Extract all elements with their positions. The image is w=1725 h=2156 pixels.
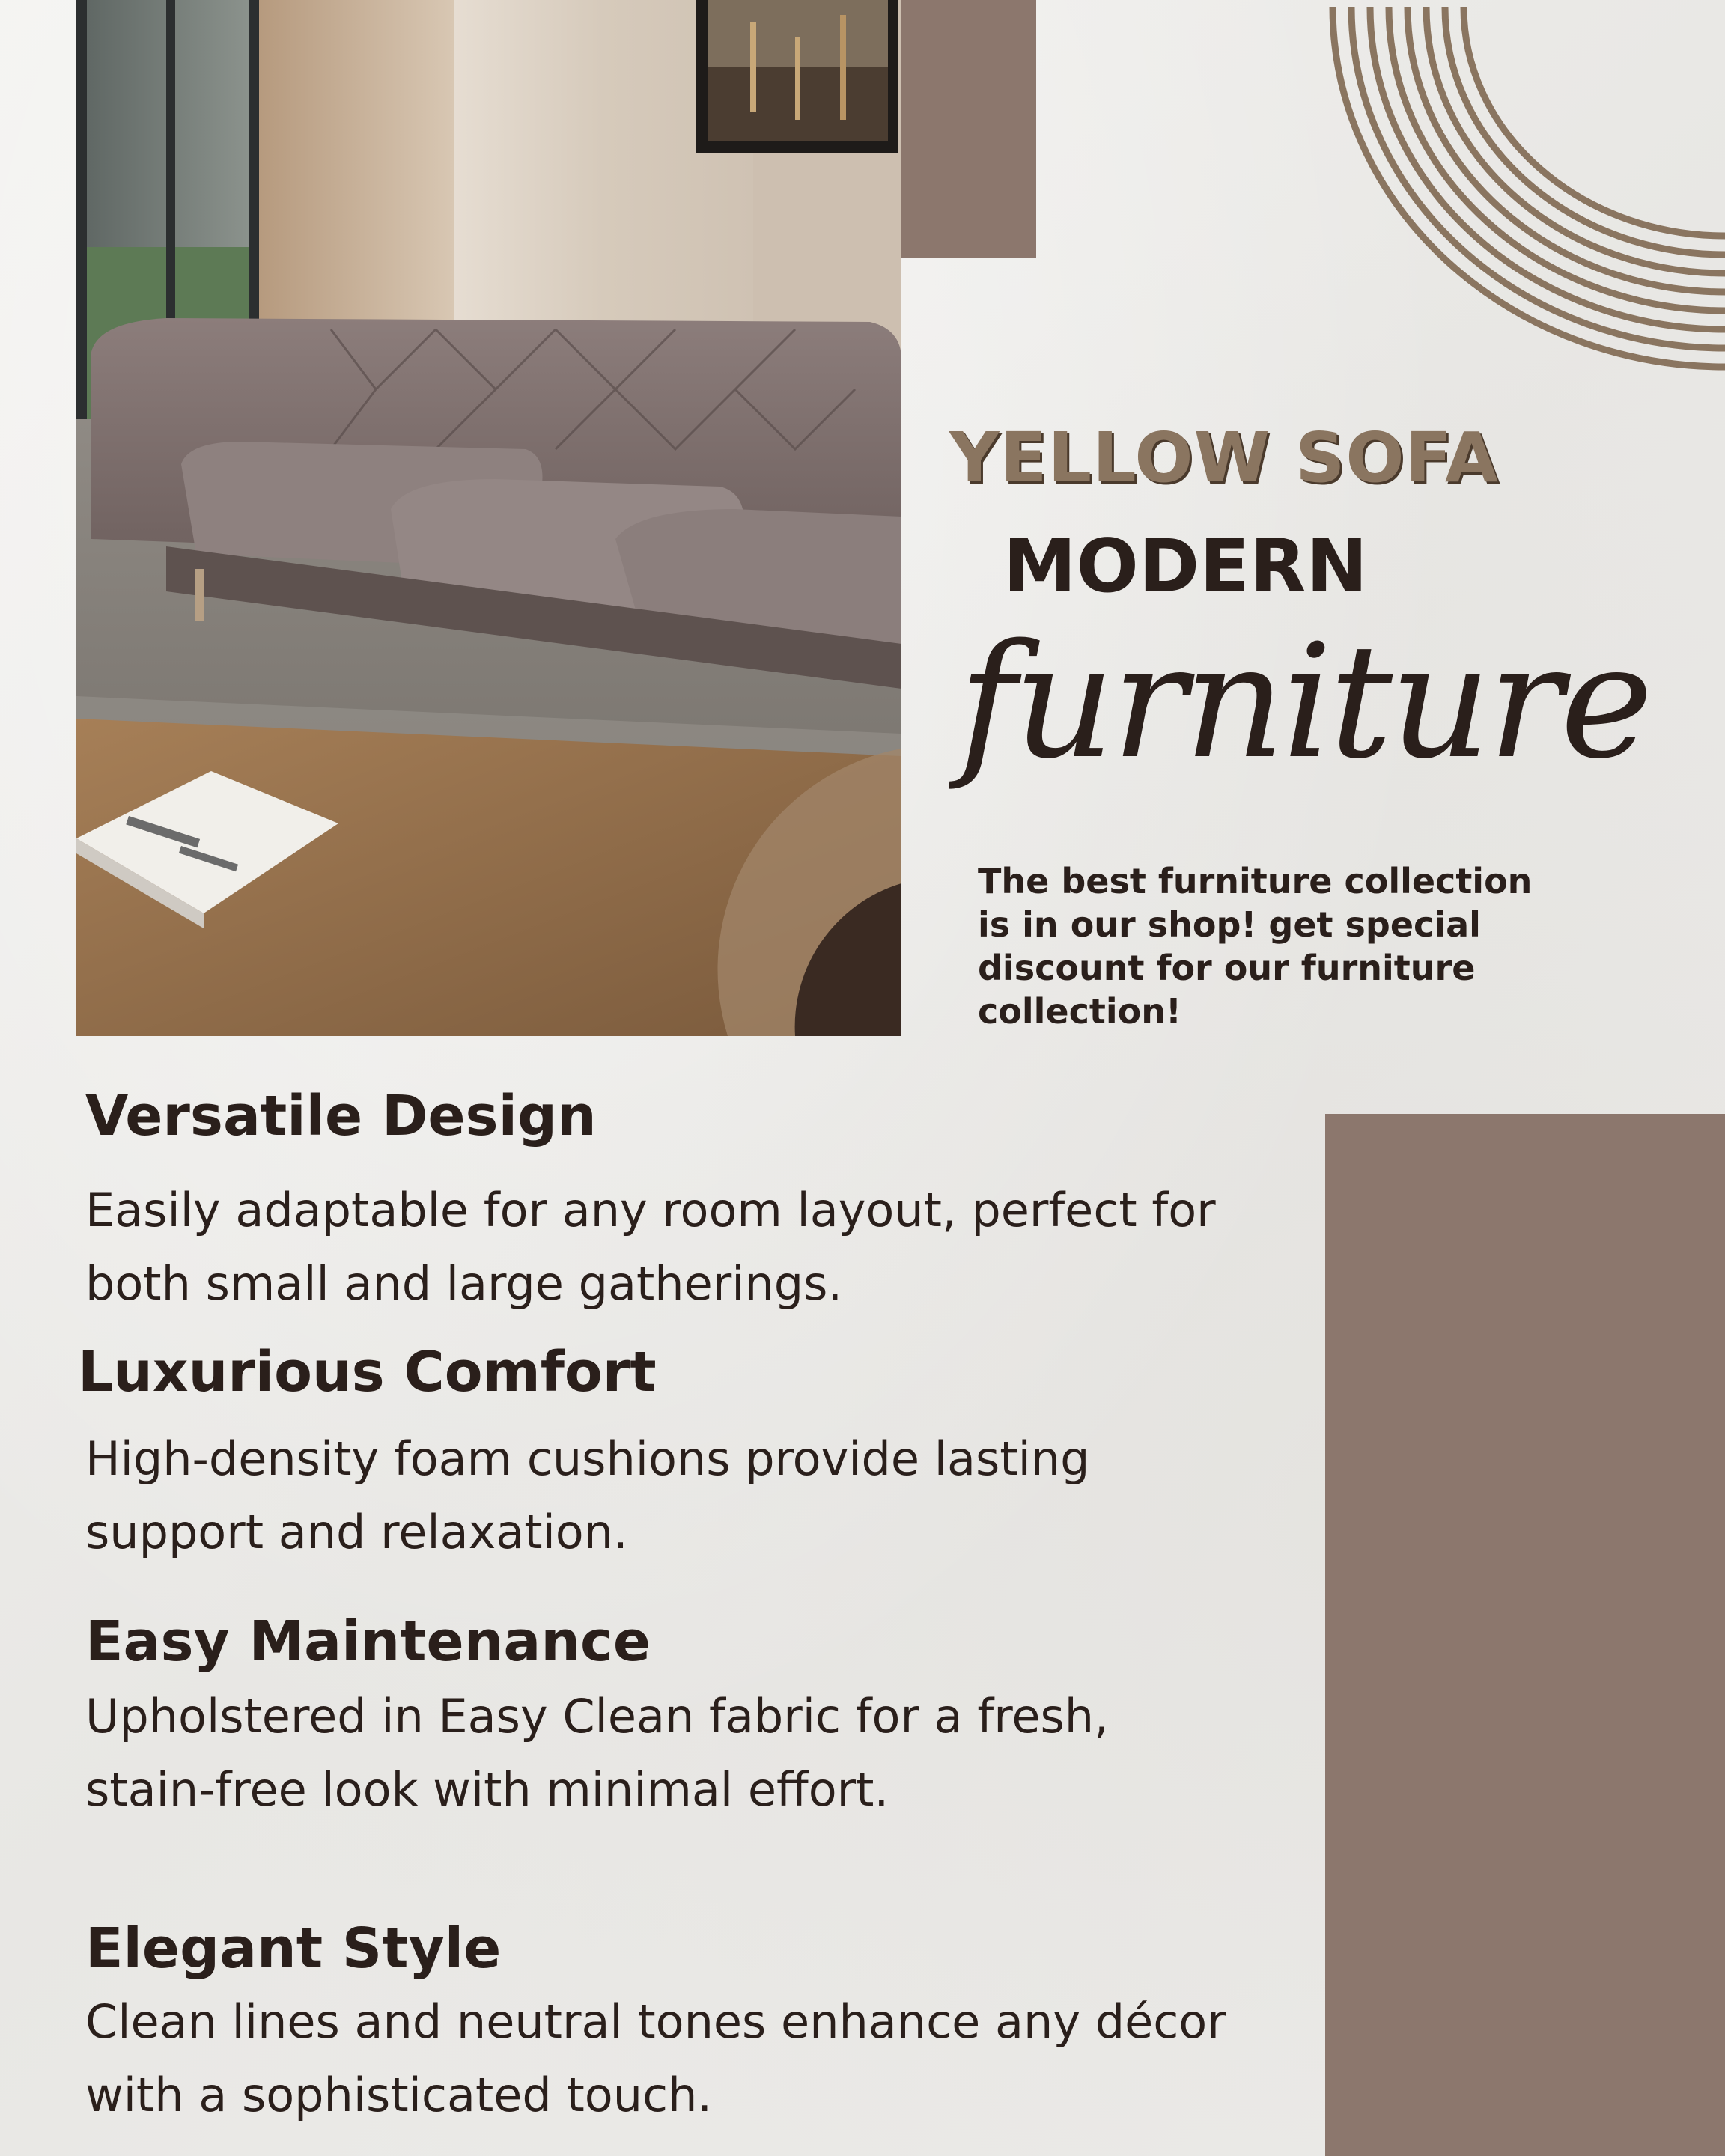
hero-title-modern: MODERN: [1003, 524, 1368, 609]
feature-title-elegant: Elegant Style: [85, 1916, 502, 1981]
hero-title-yellow-sofa: YELLOW SOFA: [949, 418, 1500, 498]
accent-block-right: [1325, 1114, 1725, 2156]
hero-title-furniture: furniture: [958, 610, 1651, 794]
feature-title-comfort: Luxurious Comfort: [78, 1340, 657, 1404]
accent-block-top: [901, 0, 1036, 258]
hero-intro-text: The best furniture collection is in our shop! get special discount for our furniture collection!: [978, 861, 1533, 1032]
decorative-arcs: [1325, 0, 1725, 389]
feature-body-versatile: Easily adaptable for any room layout, perfect for both small and large gatherings.: [85, 1183, 1216, 1311]
feature-title-maintenance: Easy Maintenance: [85, 1610, 651, 1674]
feature-title-versatile: Versatile Design: [85, 1084, 597, 1148]
sofa-photo: [76, 0, 901, 1036]
feature-body-elegant: Clean lines and neutral tones enhance any décor with a sophisticated touch.: [85, 1994, 1226, 2122]
feature-body-comfort: High-density foam cushions provide lasting support and relaxation.: [85, 1431, 1090, 1559]
feature-body-maintenance: Upholstered in Easy Clean fabric for a fresh, stain-free look with minimal effort.: [85, 1689, 1109, 1817]
